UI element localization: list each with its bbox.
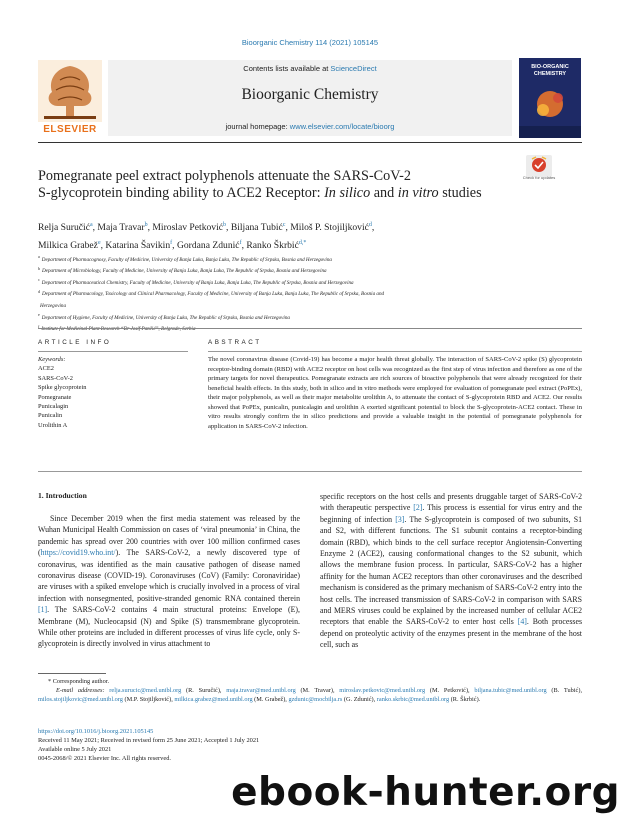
keywords-label: Keywords:: [38, 356, 66, 363]
author-separator: ,: [371, 222, 375, 234]
author-affiliation-marker[interactable]: d: [368, 222, 372, 228]
affiliation-text: Herzegovina: [40, 303, 67, 310]
email-owner: (B. Tubić),: [546, 686, 583, 694]
email-owner: (M. Travar),: [295, 686, 340, 694]
corresponding-author-note: * Corresponding author.: [48, 678, 110, 685]
email-owner: (R. Suručić),: [181, 686, 227, 694]
check-updates-icon: [522, 155, 556, 177]
cover-art-icon: [519, 58, 581, 138]
intro-left-text-2: ). The SARS-CoV-2, a newly discovered type of coronavirus, was identified as the main causative pathogen of disease named coronavirus disease (COVID-19). Coronaviruses (CoV) (Family: Coronaviridae) are viruses with a spiked envelope which is crucially involved in a process of viral infection with nonsegmented, positive-stranded genomic RNA contained therein: [38, 548, 300, 603]
journal-reference[interactable]: Bioorganic Chemistry 114 (2021) 105145: [241, 38, 379, 47]
author-list: [38, 218, 568, 253]
author-affiliation-marker[interactable]: e: [97, 239, 101, 246]
author-name[interactable]: Miroslav Petković: [152, 222, 224, 234]
doi-link[interactable]: https://doi.org/10.1016/j.bioorg.2021.105145: [38, 728, 154, 735]
journal-homepage-line: [108, 122, 512, 131]
author-name[interactable]: Miloš P. Stojiljković: [290, 222, 369, 234]
author-name[interactable]: Relja Suručić: [38, 222, 90, 234]
author-separator: ,: [241, 239, 247, 251]
received-dates: Received 11 May 2021; Received in revised form 25 June 2021; Accepted 1 July 2021: [38, 737, 260, 744]
footnotes: [38, 678, 582, 705]
article-info-heading: ARTICLE INFO: [38, 339, 112, 346]
author-name[interactable]: Maja Travar: [97, 222, 145, 234]
footnote-rule: [38, 673, 106, 674]
email-owner: (G. Zdunić),: [342, 695, 377, 703]
email-owner: (M.P. Stojiljković),: [122, 695, 175, 703]
homepage-prefix: journal homepage:: [225, 122, 290, 131]
elsevier-tree-icon: [38, 60, 102, 122]
email-link[interactable]: ranko.skrbic@med.unibl.org: [376, 695, 450, 703]
affiliation-text: Department of Hygiene, Faculty of Medicine, University of Banja Luka, The Republic of Srpska, Bosnia and Herzegovina: [41, 314, 290, 321]
intro-right-text-1: specific receptors on the host cells and presents druggable target of SARS-CoV-2 with therapeutic perspective: [320, 492, 582, 513]
title-line-1: Pomegranate peel extract polyphenols attenuate the SARS-CoV-2: [38, 168, 411, 184]
abstract-rule: [208, 351, 582, 352]
author-affiliation-marker[interactable]: f: [239, 239, 242, 246]
author-name[interactable]: Gordana Zdunić: [176, 239, 240, 251]
intro-right-text-2: . This process is essential for virus entry and the beginning of infection: [320, 503, 582, 524]
abstract-end-rule: [38, 471, 582, 472]
author-affiliation-marker[interactable]: c: [282, 222, 286, 228]
introduction-heading: 1. Introduction: [38, 491, 87, 500]
title-line-2-prefix: S-glycoprotein binding ability to ACE2 Receptor:: [38, 185, 325, 201]
elsevier-logo[interactable]: [38, 60, 102, 136]
author-name[interactable]: Biljana Tubić: [230, 222, 283, 234]
check-updates-label: Check for updates: [522, 175, 556, 180]
email-link[interactable]: relja.surucic@med.unibl.org: [109, 686, 182, 694]
keyword-item: Spike glycoprotein: [38, 384, 87, 392]
affiliation-text: Institute for Medicinal Plant Research “Dr Josif Pančić”, Belgrade, Serbia: [41, 326, 196, 333]
intro-left-column: [38, 513, 300, 650]
email-addresses: [38, 687, 582, 705]
author-affiliation-marker[interactable]: b: [144, 222, 148, 228]
journal-cover-thumbnail[interactable]: [519, 58, 581, 138]
homepage-link[interactable]: www.elsevier.com/locate/bioorg: [289, 122, 395, 131]
title-in-silico: In silico: [324, 185, 371, 201]
affiliations-rule: [38, 328, 582, 329]
abstract-text: The novel coronavirus disease (Covid-19) has become a major health threat globally. The interaction of SARS-CoV-2 spike (S) glycoprotein receptor-binding domain (RBD) with ACE2 receptor on host cells was recognized as the first step of virus infection and therefore as one of the primary targets for novel therapeutics. Pomegranate extracts are rich sources of bioactive polyphenols that were already recognized for their beneficial health effects. In this study, both in silico and in vitro methods were employed for evaluation of pomegranate peel extract (PoPEx), their major polyphenols, as well as their major metabolite urolithin A, to attenuate the contact of S-glycoprotein RBD and ACE2. Our results showed that PoPEx, punicalin, punicalagin and urolithin A exerted significant potential to block the S-glycoprotein-ACE2 contact. These in vitro results strongly confirm the in silico predictions and provide a valuable insight in the potential of pomegranate polyphenols for application in SARS-CoV-2 infection.: [208, 356, 582, 430]
author-name[interactable]: Katarina Šavikin: [105, 239, 171, 251]
reference-link-2[interactable]: [2]: [413, 503, 423, 513]
available-online: Available online 5 July 2021: [38, 746, 112, 753]
title-and: and: [370, 185, 398, 201]
cover-title: BIO-ORGANIC CHEMISTRY: [531, 64, 569, 77]
title-line-2: [38, 185, 518, 202]
sciencedirect-link[interactable]: ScienceDirect: [330, 64, 377, 73]
email-owner: (M. Grabež),: [252, 695, 289, 703]
affiliation-item: [38, 288, 583, 300]
watermark-text: ebook-hunter.org: [231, 770, 620, 815]
keyword-item: Punicalagin: [38, 403, 69, 411]
author-separator: ,: [172, 239, 177, 251]
check-for-updates-button[interactable]: [522, 155, 556, 187]
affiliation-marker: c: [38, 277, 40, 283]
email-link[interactable]: milkica.grabez@med.unibl.org: [174, 695, 253, 703]
affiliation-text: Department of Pharmacology, Toxicology and Clinical Pharmacology, Faculty of Medicine, University of Banja Luka, Banja Luka, The Republic of Srpska, Bosnia and: [42, 291, 385, 298]
intro-right-text-4: . Both processes depend on proteolytic activity of the enzymes present in the membrane of the host cell, such as: [320, 617, 582, 650]
email-owner: (M. Petković),: [425, 686, 475, 694]
keyword-item: Urolithin A: [38, 421, 68, 429]
email-link[interactable]: gzdunic@mocbilja.rs: [288, 695, 343, 703]
author-affiliation-marker[interactable]: d,*: [298, 239, 307, 246]
email-link[interactable]: milos.stojiljkovic@med.unibl.org: [38, 695, 123, 703]
keyword-item: Pomegranate: [38, 393, 72, 401]
copyright-line: 0045-2068/© 2021 Elsevier Inc. All rights reserved.: [38, 755, 171, 762]
keyword-item: Punicalin: [38, 412, 63, 420]
affiliation-marker: f: [38, 323, 40, 329]
author-separator: ,: [285, 222, 291, 234]
keywords-block: [38, 355, 188, 430]
intro-left-text-3: . The SARS-CoV-2 contains 4 main structural proteins: Envelope (E), Membrane (M), Nucleocapsid (N) and Spike (S) transmembrane glycoprotein. While other proteins are included in different processes of virus life cycle, only S-glycoprotein is directly involved in virus attachment to: [38, 605, 300, 649]
article-title: [38, 168, 518, 202]
author-name[interactable]: Milkica Grabež: [38, 239, 98, 251]
article-info-rule: [38, 351, 188, 352]
author-separator: ,: [92, 222, 98, 234]
title-in-vitro: in vitro: [397, 185, 439, 201]
affiliation-item: [38, 311, 583, 323]
contents-available-line: [108, 64, 512, 73]
author-affiliation-marker[interactable]: a: [89, 222, 93, 228]
author-name[interactable]: Ranko Škrbić: [246, 239, 299, 251]
keyword-item: ACE2: [38, 365, 54, 373]
intro-left-text-1: Since December 2019 when the first media statement was released by the Wuhan Municipal Health Commission on cases of ‘viral pneumonia’ in China, the pandemic has spread over 200 countries with over 100 million confirmed cases (: [38, 514, 300, 558]
affiliation-list: [38, 253, 583, 334]
email-owner: (R. Škrbić).: [449, 695, 481, 703]
affiliation-item: [38, 253, 583, 265]
who-link[interactable]: https://covid19.who.int/: [40, 548, 116, 558]
affiliation-text: Department of Microbiology, Faculty of Medicine, University of Banja Luka, Banja Luka, The Republic of Srpska, Bosnia and Herzegovina: [42, 268, 327, 275]
affiliation-item: [38, 265, 583, 277]
title-suffix: studies: [438, 185, 482, 201]
author-separator: ,: [100, 239, 106, 251]
affiliation-item: [38, 276, 583, 288]
affiliation-text: Department of Pharmaceutical Chemistry, Faculty of Medicine, University of Banja Luka, Banja Luka, The Republic of Srpska, Bosnia and Herzegovina: [41, 279, 354, 286]
keyword-item: SARS-CoV-2: [38, 374, 73, 382]
email-link[interactable]: miroslav.petkovic@med.unibl.org: [339, 686, 426, 694]
journal-name: Bioorganic Chemistry: [241, 86, 379, 103]
affiliation-marker: a: [38, 254, 40, 259]
affiliation-marker: e: [38, 311, 40, 317]
elsevier-wordmark: ELSEVIER: [43, 124, 97, 135]
author-affiliation-marker[interactable]: b: [223, 222, 227, 228]
affiliation-marker: b: [38, 265, 40, 271]
affiliation-item: [38, 299, 583, 311]
reference-link-4[interactable]: [4]: [517, 617, 527, 627]
affiliation-text: Department of Pharmacognosy, Faculty of Medicine, University of Banja Luka, Banja Luka, The Republic of Srpska, Bosnia and Herzegovina: [41, 256, 332, 263]
intro-right-text-3: . The S-glycoprotein is composed of two subunits, S1 and S2, with different functions. The S1 subunit contains a receptor-binding domain (RBD), which binds to the cell surface receptor Angiotensin-Converting Enzyme 2 (ACE2), causing conformational changes to the S2 subunit, which allows the membrane fusion process. In particular, SARS-CoV-2 has a higher affinity for the human ACE2 receptors than other coronaviruses and the described mechanism is considered as the primary mechanism of SARS-CoV-2 entry into the host cells. The increased transmission of SARS-CoV-2 in comparison with SARS and MERS viruses could be explained by the increased number of cellular ACE2 receptors that enable the SARS-CoV-2 to enter host cells: [320, 514, 582, 627]
email-link[interactable]: maja.travar@med.unibl.org: [226, 686, 296, 694]
intro-right-column: [320, 491, 582, 651]
reference-link-3[interactable]: [3]: [395, 514, 405, 524]
doi-block: [38, 727, 338, 763]
abstract-heading: ABSTRACT: [208, 339, 262, 346]
affiliation-marker: d: [38, 288, 40, 294]
email-link[interactable]: biljana.tubic@med.unibl.org: [474, 686, 547, 694]
contents-prefix: Contents lists available at: [243, 64, 331, 73]
author-affiliation-marker[interactable]: f: [170, 239, 173, 246]
emails-label: E-mail addresses:: [56, 686, 110, 694]
reference-link-1[interactable]: [1]: [38, 605, 48, 615]
header-rule: [38, 142, 582, 143]
author-separator: ,: [226, 222, 231, 234]
keywords-list: [38, 364, 188, 430]
author-separator: ,: [147, 222, 153, 234]
